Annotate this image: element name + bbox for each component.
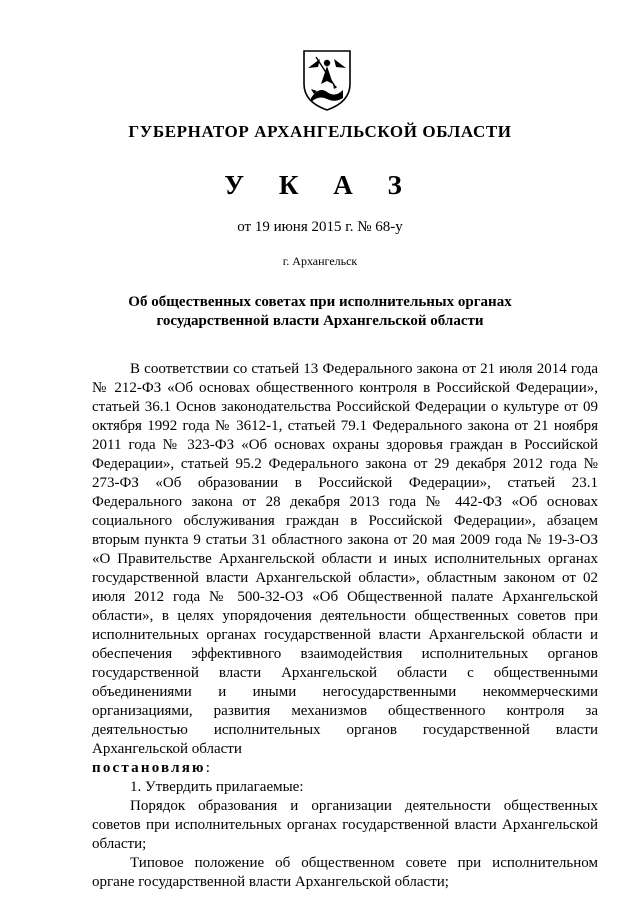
document-type: У К А З	[224, 170, 416, 200]
decree-operative-line	[92, 759, 598, 778]
arkhangelsk-coat-of-arms-icon	[300, 48, 354, 112]
decree-word: постановляю	[92, 760, 206, 776]
authority-title: ГУБЕРНАТОР АРХАНГЕЛЬСКОЙ ОБЛАСТИ	[128, 122, 512, 141]
decree-title	[100, 293, 540, 331]
decree-colon: :	[205, 760, 210, 776]
item-1: 1. Утвердить прилагаемые:	[130, 779, 304, 795]
city: г. Архангельск	[282, 254, 358, 268]
date-and-number: от 19 июня 2015 г. № 68-у	[237, 219, 403, 235]
item-1-paragraph-a: Порядок образования и организации деятельности общественных советов при исполнительных органах государственной власти Архангельской области;	[92, 798, 598, 852]
decree-title-line-1: Об общественных советах при исполнительных органах	[128, 294, 512, 310]
preamble-paragraph: В соответствии со статьей 13 Федерального закона от 21 июля 2014 года № 212-ФЗ «Об основах общественного контроля в Российской Федерации», статьей 36.1 Основ законодательства Российской Федерации о культуре от 09 октября 1992 года № 3612-1, статьей 79.1 Федерального закона от 21 ноября 2011 года № 323-ФЗ «Об основах охраны здоровья граждан в Российской Федерации», статьей 95.2 Федерального закона от 29 декабря 2012 года № 273-ФЗ «Об образовании в Российской Федерации», статьей 23.1 Федерального закона от 28 декабря 2013 года № 442-ФЗ «Об основах социального обслуживания граждан в Российской Федерации», абзацем вторым пункта 9 статьи 31 областного закона от 20 мая 2009 года № 19-3-ОЗ «О Правительстве Архангельской области и иных исполнительных органах государственной власти Архангельской области», областным законом от 02 июля 2012 года № 500-32-ОЗ «Об Общественной палате Архангельской области», в целях упорядочения деятельности общественных советов при исполнительных органах государственной власти Архангельской области и обеспечения эффективного взаимодействия исполнительных органов государственной власти Архангельской области с общественными объединениями и иными негосударственными некоммерческими организациями, развития механизмов общественного контроля за деятельностью исполнительных органов государственной власти Архангельской области	[92, 361, 598, 757]
decree-title-line-2: государственной власти Архангельской области	[156, 313, 484, 329]
decree-body	[92, 360, 598, 892]
item-1-paragraph-b: Типовое положение об общественном совете при исполнительном органе государственной власти Архангельской области;	[92, 855, 598, 890]
